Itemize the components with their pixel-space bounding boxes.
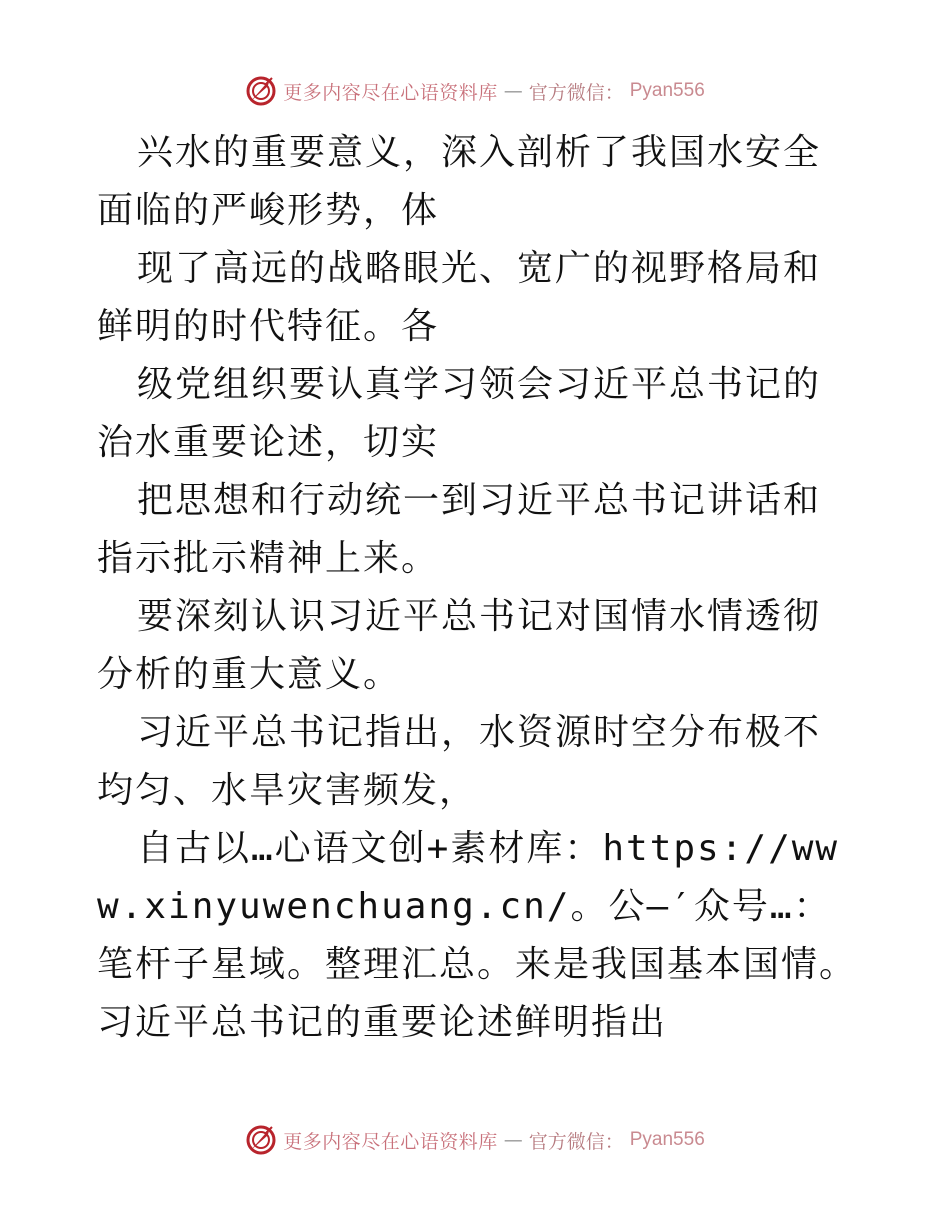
paragraph-4: 把思想和行动统一到习近平总书记讲话和指示批示精神上来。 (97, 480, 822, 579)
header-banner-text: 更多内容尽在心语资料库 (283, 81, 498, 104)
header-banner (0, 71, 950, 111)
paragraph-6: 习近平总书记指出，水资源时空分布极不均匀、水旱灾害频发， (97, 712, 822, 811)
footer-banner-dash: — (503, 1129, 523, 1151)
paragraph-3: 级党组织要认真学习领会习近平总书记的治水重要论述，切实 (97, 364, 822, 463)
footer-wechat-id: Pyan556 (629, 1129, 705, 1150)
header-wechat-id: Pyan556 (629, 80, 705, 101)
paragraph-2: 现了高远的战略眼光、宽广的视野格局和鲜明的时代特征。各 (97, 248, 822, 347)
paragraph-1: 兴水的重要意义，深入剖析了我国水安全面临的严峻形势，体 (97, 132, 822, 231)
footer-banner-text: 更多内容尽在心语资料库 (283, 1130, 498, 1153)
paragraph-7: 自古以…心语文创+素材库：https://www.xinyuwenchuang.cn/。公—′众号…：笔杆子星域。整理汇总。来是我国基本国情。习近平总书记的重要论述鲜明指出 (97, 828, 858, 1043)
footer-wechat-label: 官方微信： (528, 1130, 624, 1153)
footer-banner (0, 1120, 950, 1160)
document-body (97, 124, 857, 1052)
header-banner-content (245, 75, 705, 107)
quill-logo-icon (245, 75, 277, 107)
paragraph-5: 要深刻认识习近平总书记对国情水情透彻分析的重大意义。 (97, 596, 822, 695)
header-wechat-label: 官方微信： (528, 81, 624, 104)
quill-logo-icon (245, 1124, 277, 1156)
header-banner-dash: — (503, 80, 523, 102)
footer-banner-content (245, 1124, 705, 1156)
